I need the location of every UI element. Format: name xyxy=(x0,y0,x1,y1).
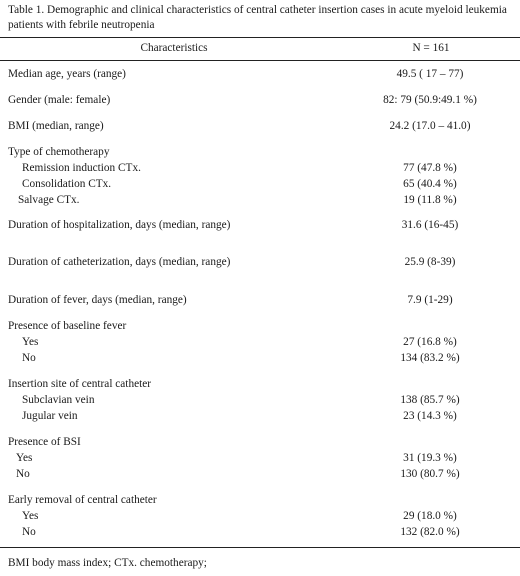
table-row xyxy=(0,526,520,542)
row-label: Type of chemotherapy xyxy=(8,146,110,158)
table-row xyxy=(0,194,520,210)
header-n: N = 161 xyxy=(412,42,450,54)
row-label: No xyxy=(16,468,30,480)
header-rule xyxy=(0,60,520,61)
row-value: 27 (16.8 %) xyxy=(403,336,457,348)
table-row xyxy=(0,510,520,526)
row-label: Consolidation CTx. xyxy=(22,178,112,190)
table-row xyxy=(0,336,520,352)
table-row xyxy=(0,468,520,484)
row-value: 7.9 (1-29) xyxy=(407,294,453,306)
table-row xyxy=(0,256,520,272)
table-caption: Table 1. Demographic and clinical characteristics of central catheter insertion cases in acute myeloid leukemia patients with febrile neutropenia xyxy=(8,4,507,31)
row-label: Jugular vein xyxy=(22,410,78,422)
row-value: 24.2 (17.0 – 41.0) xyxy=(389,120,471,132)
row-label: Presence of BSI xyxy=(8,436,81,448)
row-label: Remission induction CTx. xyxy=(22,162,141,174)
table-row xyxy=(0,146,520,162)
row-value: 19 (11.8 %) xyxy=(403,194,457,206)
row-label: Gender (male: female) xyxy=(8,94,111,106)
table-row xyxy=(0,219,520,235)
row-value: 29 (18.0 %) xyxy=(403,510,457,522)
bottom-rule xyxy=(0,547,520,548)
table-row xyxy=(0,494,520,510)
row-label: Salvage CTx. xyxy=(18,194,80,206)
row-value: 82: 79 (50.9:49.1 %) xyxy=(383,94,477,106)
row-value: 77 (47.8 %) xyxy=(403,162,457,174)
header-characteristics: Characteristics xyxy=(140,42,208,54)
row-label: Duration of fever, days (median, range) xyxy=(8,294,187,306)
table-row xyxy=(0,94,520,110)
table-row xyxy=(0,352,520,368)
row-value: 31 (19.3 %) xyxy=(403,452,457,464)
table-row xyxy=(0,68,520,84)
table-footnote: BMI body mass index; CTx. chemotherapy; xyxy=(8,557,207,569)
row-label: BMI (median, range) xyxy=(8,120,104,132)
table-row xyxy=(0,294,520,310)
row-label: No xyxy=(22,526,36,538)
row-value: 25.9 (8-39) xyxy=(404,256,456,268)
table-row xyxy=(0,452,520,468)
row-label: Duration of hospitalization, days (median, range) xyxy=(8,219,231,231)
row-value: 134 (83.2 %) xyxy=(400,352,460,364)
row-label: Subclavian vein xyxy=(22,394,95,406)
row-label: No xyxy=(22,352,36,364)
row-label: Median age, years (range) xyxy=(8,68,126,80)
row-label: Presence of baseline fever xyxy=(8,320,127,332)
table-row xyxy=(0,378,520,394)
row-label: Early removal of central catheter xyxy=(8,494,157,506)
row-value: 23 (14.3 %) xyxy=(403,410,457,422)
row-value: 132 (82.0 %) xyxy=(400,526,460,538)
table-row xyxy=(0,436,520,452)
row-value: 65 (40.4 %) xyxy=(403,178,457,190)
table-row xyxy=(0,320,520,336)
row-value: 49.5 ( 17 – 77) xyxy=(396,68,464,80)
row-label: Yes xyxy=(16,452,33,464)
table-row xyxy=(0,120,520,136)
row-value: 130 (80.7 %) xyxy=(400,468,460,480)
row-label: Yes xyxy=(22,336,39,348)
table-row xyxy=(0,162,520,178)
table-row xyxy=(0,394,520,410)
table-row xyxy=(0,178,520,194)
row-value: 138 (85.7 %) xyxy=(400,394,460,406)
row-value: 31.6 (16-45) xyxy=(401,219,459,231)
row-label: Yes xyxy=(22,510,39,522)
row-label: Duration of catheterization, days (median, range) xyxy=(8,256,231,268)
top-rule xyxy=(0,37,520,38)
row-label: Insertion site of central catheter xyxy=(8,378,152,390)
table-row xyxy=(0,410,520,426)
